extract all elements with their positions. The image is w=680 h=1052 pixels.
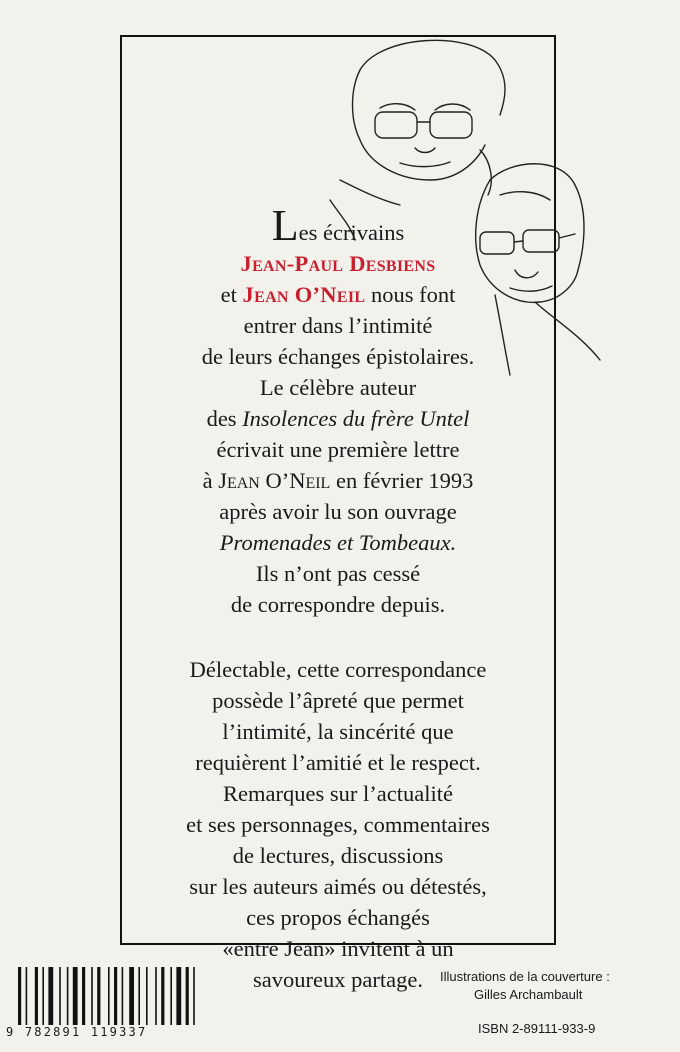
barcode-bar bbox=[108, 967, 110, 1025]
barcode-digits: 9 782891 119337 bbox=[6, 1025, 148, 1039]
barcode-bar bbox=[170, 967, 172, 1025]
barcode-bar bbox=[155, 967, 157, 1025]
author-name-oneil: Jean O’Neil bbox=[242, 282, 366, 307]
line-2 bbox=[130, 248, 546, 279]
author-name-desbiens: Jean-Paul Desbiens bbox=[240, 251, 436, 276]
p2-line-2: possède l’âpreté que permet bbox=[212, 688, 464, 713]
p2-line-5: Remarques sur l’actualité bbox=[223, 781, 453, 806]
barcode-bar bbox=[176, 967, 181, 1025]
line-12: Ils n’ont pas cessé bbox=[255, 561, 421, 586]
isbn-text: ISBN 2-89111-933-9 bbox=[478, 1021, 596, 1036]
barcode-bar bbox=[122, 967, 124, 1025]
p2-line-3: l’intimité, la sincérité que bbox=[222, 719, 454, 744]
barcode-bar bbox=[193, 967, 195, 1025]
line-9: à Jean O’Neil en février 1993 bbox=[202, 468, 474, 493]
barcode-bar bbox=[97, 967, 100, 1025]
barcode-bar bbox=[73, 967, 78, 1025]
p2-line-9: ces propos échangés bbox=[246, 905, 430, 930]
p2-line-6: et ses personnages, commentaires bbox=[186, 812, 490, 837]
line-13: de correspondre depuis. bbox=[230, 592, 446, 617]
credits-name: Gilles Archambault bbox=[474, 987, 583, 1002]
barcode-bar bbox=[129, 967, 134, 1025]
barcode-bar bbox=[18, 967, 21, 1025]
barcode-bar bbox=[146, 967, 148, 1025]
line-5: de leurs échanges épistolaires. bbox=[201, 344, 475, 369]
barcode-bar bbox=[161, 967, 164, 1025]
p2-line-11: savoureux partage. bbox=[253, 967, 423, 992]
p2-line-1: Délectable, cette correspondance bbox=[189, 657, 487, 682]
credits-label: Illustrations de la couverture : bbox=[440, 969, 610, 984]
barcode-bar bbox=[186, 967, 189, 1025]
illustration-credits bbox=[440, 968, 670, 1004]
barcode-bar bbox=[67, 967, 69, 1025]
p2-line-10: «entre Jean» invitent à un bbox=[222, 936, 454, 961]
back-cover-text bbox=[130, 201, 546, 995]
p2-line-8: sur les auteurs aimés ou détestés, bbox=[189, 874, 487, 899]
p2-line-4: requièrent l’amitié et le respect. bbox=[195, 750, 481, 775]
barcode-bar bbox=[91, 967, 93, 1025]
line-11: Promenades et Tombeaux. bbox=[219, 530, 457, 555]
drop-cap: L bbox=[271, 201, 299, 250]
p2-line-7: de lectures, discussions bbox=[232, 843, 444, 868]
barcode-bar bbox=[42, 967, 44, 1025]
barcode-bar bbox=[26, 967, 28, 1025]
barcode-bar bbox=[35, 967, 38, 1025]
barcode bbox=[12, 967, 222, 1027]
barcode-bar bbox=[114, 967, 117, 1025]
barcode-bar bbox=[82, 967, 85, 1025]
barcode-bar bbox=[138, 967, 140, 1025]
line-8: écrivait une première lettre bbox=[216, 437, 460, 462]
line-3: et Jean O’Neil nous font bbox=[220, 282, 456, 307]
line-1: Les écrivains bbox=[271, 201, 405, 250]
line-6: Le célèbre auteur bbox=[259, 375, 417, 400]
line-10: après avoir lu son ouvrage bbox=[219, 499, 457, 524]
line-7: des Insolences du frère Untel bbox=[206, 406, 470, 431]
book-title-insolences: Insolences du frère Untel bbox=[242, 406, 470, 431]
barcode-bar bbox=[48, 967, 53, 1025]
line-4: entrer dans l’intimité bbox=[243, 313, 433, 338]
barcode-bar bbox=[59, 967, 61, 1025]
